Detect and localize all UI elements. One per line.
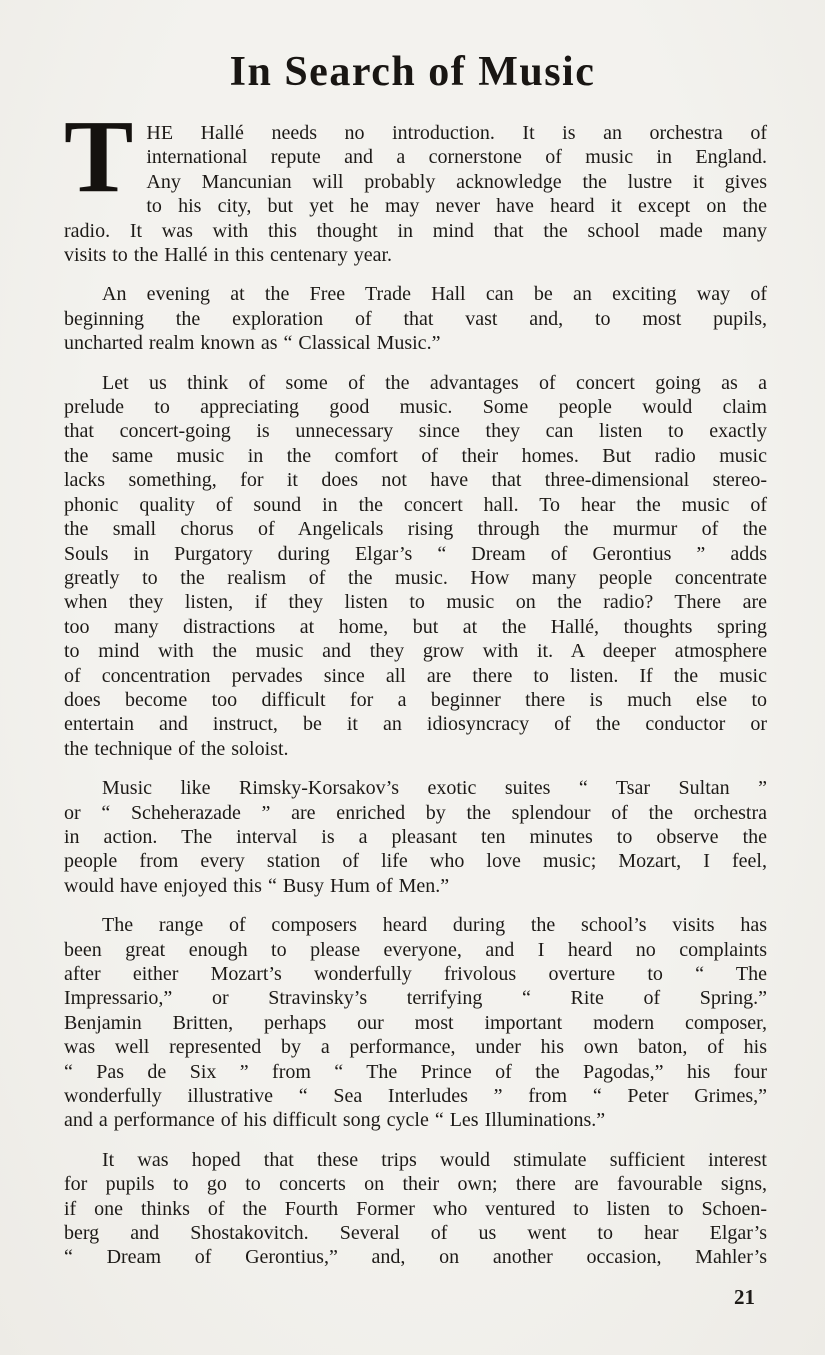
text-line: radio. It was with this thought in mind that the school made many: [64, 219, 767, 242]
text-line: Music like Rimsky-Korsakov’s exotic suites “ Tsar Sultan ”: [102, 777, 767, 800]
text-line: and a performance of his difficult song cycle “ Les Illuminations.”: [64, 1109, 606, 1132]
text-line: Impressario,” or Stravinsky’s terrifying “ Rite of Spring.”: [64, 987, 767, 1010]
text-line: wonderfully illustrative “ Sea Interludes ” from “ Peter Grimes,”: [64, 1085, 767, 1108]
text-line: the technique of the soloist.: [64, 737, 289, 760]
text-line: was well represented by a performance, under his own baton, of his: [64, 1036, 767, 1059]
text-line: “ Dream of Gerontius,” and, on another occasion, Mahler’s: [64, 1246, 767, 1269]
paragraph: [64, 99, 767, 267]
paragraph: [64, 1148, 767, 1270]
text-line: after either Mozart’s wonderfully frivolous overture to “ The: [64, 963, 767, 985]
page-title: In Search of Music: [229, 49, 596, 95]
text-line: if one thinks of the Fourth Former who ventured to listen to Schoen-: [64, 1197, 767, 1220]
text-line: It was hoped that these trips would stimulate sufficient interest: [102, 1148, 767, 1171]
text-line: Souls in Purgatory during Elgar’s “ Dream of Gerontius ” adds: [64, 542, 767, 565]
text-line: greatly to the realism of the music. How many people concentrate: [64, 566, 767, 589]
text-line: when they listen, if they listen to music on the radio? There are: [64, 591, 767, 614]
text-line: beginning the exploration of that vast and, to most pupils,: [64, 307, 767, 330]
text-line: too many distractions at home, but at the Hallé, thoughts spring: [64, 615, 767, 638]
text-line: Any Mancunian will probably acknowledge the lustre it gives: [146, 170, 767, 193]
text-line: would have enjoyed this “ Busy Hum of Men.”: [64, 874, 450, 897]
paragraph: [64, 282, 767, 355]
text-line: “ Pas de Six ” from “ The Prince of the Pagodas,” his four: [64, 1060, 767, 1083]
text-line: that concert-going is unnecessary since they can listen to exactly: [64, 420, 767, 443]
text-line: the same music in the comfort of their homes. But radio music: [64, 444, 767, 467]
text-line: of concentration pervades since all are there to listen. If the music: [64, 664, 767, 687]
text-line: visits to the Hallé in this centenary year.: [64, 244, 393, 267]
text-line: entertain and instruct, be it an idiosyncracy of the conductor or: [64, 713, 767, 736]
text-line: The range of composers heard during the school’s visits has: [102, 914, 767, 937]
text-line: berg and Shostakovitch. Several of us went to hear Elgar’s: [64, 1222, 767, 1245]
text-line: lacks something, for it does not have that three-dimensional stereo-: [64, 469, 767, 492]
text-line: prelude to appreciating good music. Some people would claim: [64, 396, 767, 419]
text-line: to mind with the music and they grow with it. A deeper atmosphere: [64, 640, 767, 663]
text-line: HE Hallé needs no introduction. It is an orchestra of: [146, 122, 767, 144]
text-line: Let us think of some of the advantages of concert going as a: [102, 371, 767, 394]
text-line: to his city, but yet he may never have heard it except on the: [146, 195, 767, 218]
text-line: Benjamin Britten, perhaps our most important modern composer,: [64, 1011, 767, 1034]
text-line: for pupils to go to concerts on their own; there are favourable signs,: [64, 1173, 767, 1196]
text-line: people from every station of life who love music; Mozart, I feel,: [64, 850, 767, 873]
text-line: been great enough to please everyone, and I heard no complaints: [64, 938, 767, 961]
text-line: international repute and a cornerstone of music in England.: [146, 146, 767, 169]
text-line: uncharted realm known as “ Classical Music.”: [64, 332, 441, 355]
paragraph: [64, 776, 767, 898]
text-line: the small chorus of Angelicals rising through the murmur of the: [64, 518, 767, 541]
paragraph: [64, 913, 767, 1133]
text-line: phonic quality of sound in the concert hall. To hear the music of: [64, 493, 767, 516]
drop-cap: T: [64, 99, 134, 214]
text-line: An evening at the Free Trade Hall can be an exciting way of: [102, 283, 767, 306]
text-line: or “ Scheherazade ” are enriched by the splendour of the orchestra: [64, 801, 767, 824]
text-line: in action. The interval is a pleasant ten minutes to observe the: [64, 825, 767, 848]
paragraph: [64, 371, 767, 762]
article-body: [0, 96, 825, 1270]
page-number: 21: [734, 1284, 755, 1309]
text-line: does become too difficult for a beginner there is much else to: [64, 688, 767, 711]
